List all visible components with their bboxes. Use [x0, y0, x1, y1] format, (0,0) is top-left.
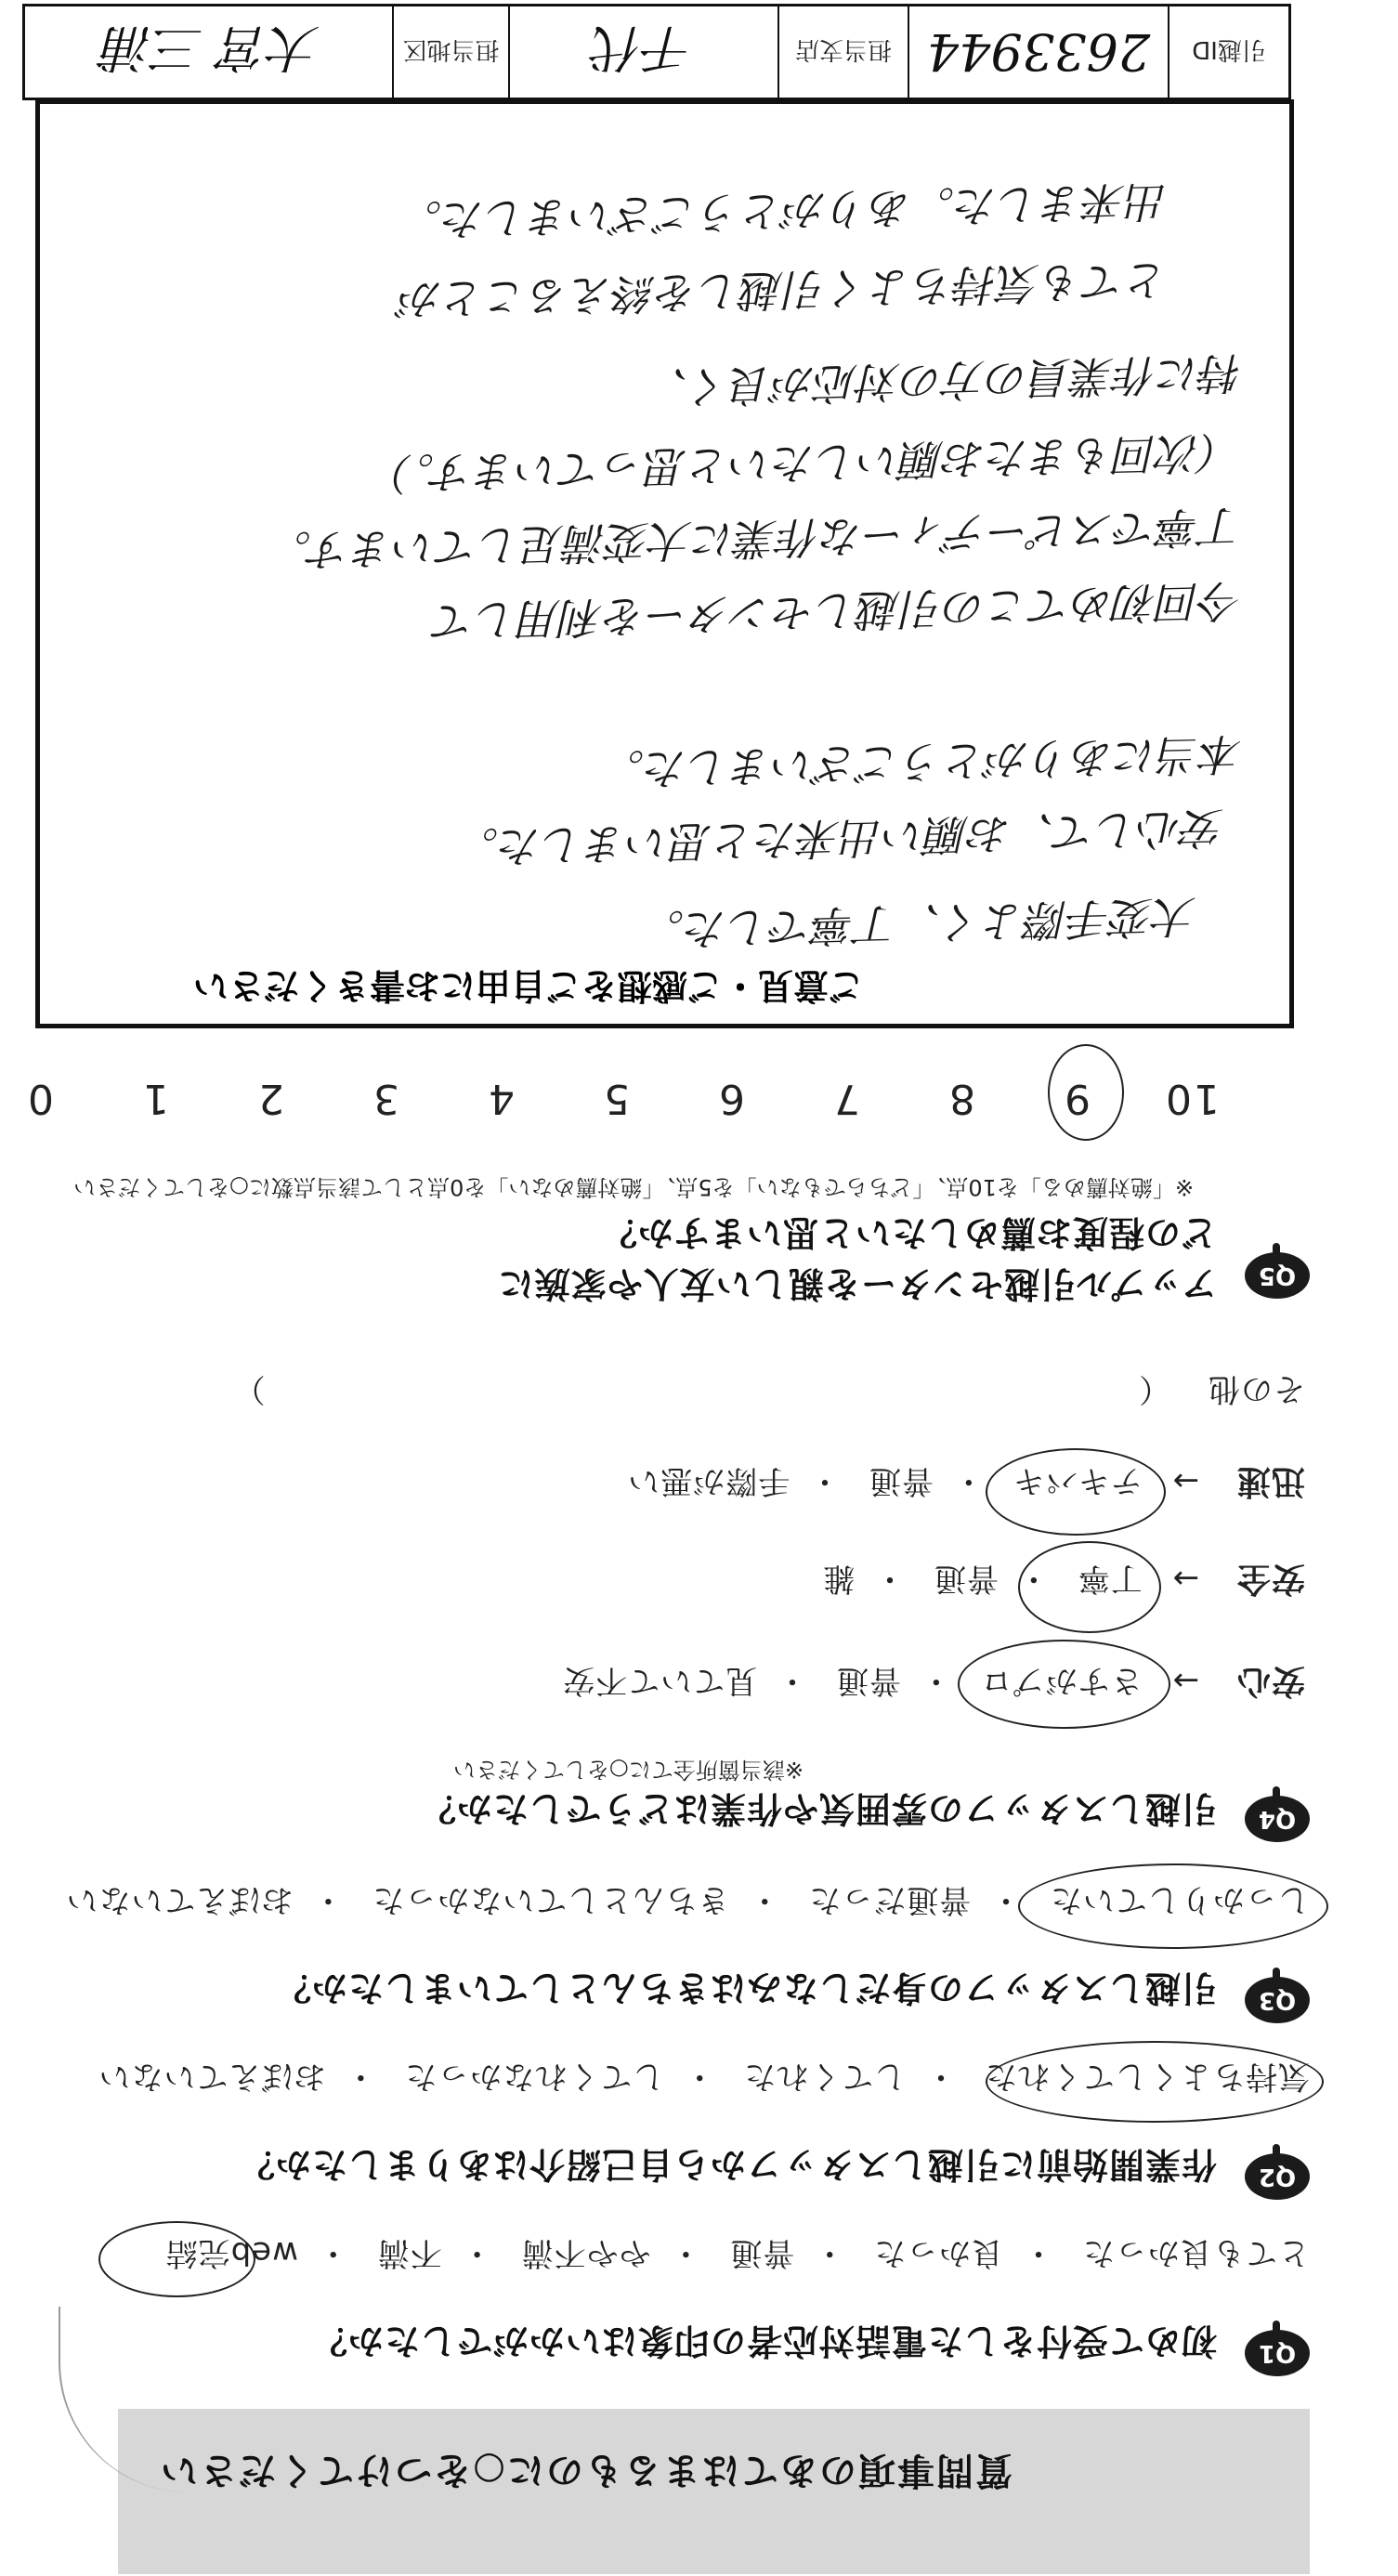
branch-label: 担当支店 — [795, 35, 893, 64]
q4-other-open: （ — [1138, 1370, 1171, 1407]
q4-other-close: ） — [232, 1370, 266, 1407]
q1-selection-circle — [98, 2221, 255, 2297]
q3-option[interactable]: 普通だった — [808, 1881, 972, 1918]
q4-option[interactable]: 見ていて不安 — [562, 1662, 758, 1699]
q5-selection-circle — [1048, 1044, 1124, 1141]
q1-option[interactable]: 良かった — [873, 2234, 1004, 2271]
q5-score[interactable]: 10 — [1164, 1075, 1220, 1122]
q4-option[interactable]: 普通 — [934, 1560, 1000, 1597]
q5-note: ※「絶対薦める」を10点、「どちらでもない」を5点、「絶対薦めない」を0点として該当点数に○をしてください — [73, 1174, 1194, 1200]
q5-question-line2: どの程度お薦めしたいと思いますか？ — [600, 1212, 1217, 1253]
q4-other-label: その他 — [1208, 1370, 1305, 1407]
arrow-icon: → — [1171, 1462, 1200, 1499]
q2-option[interactable]: してくれなかった — [404, 2058, 665, 2095]
comment-line: 大変手際よく、丁寧でした。 — [641, 891, 1197, 956]
q3-option-selected[interactable]: しっかりしていた — [1050, 1881, 1310, 1918]
q3-question: 引越しスタッフの身だしなみはきちんとしていましたか？ — [274, 1968, 1217, 2008]
q4-row-label: 迅速 — [1235, 1462, 1305, 1500]
id-value: 2633944 — [926, 22, 1151, 82]
q4-row-anzen: 安全 → 丁寧・ 普通・ 雑 — [822, 1560, 1305, 1598]
area-label-cell — [392, 7, 508, 98]
branch-label-cell — [777, 7, 908, 98]
q2-option[interactable]: してくれた — [743, 2058, 907, 2095]
branch-value: 千代 — [594, 19, 694, 78]
comment-line: 特に作業員の方の対応が良く、 — [645, 347, 1244, 413]
q5-score[interactable]: 8 — [947, 1075, 975, 1122]
q5-score[interactable]: 2 — [256, 1075, 284, 1122]
q3-badge: Q3 — [1245, 1977, 1310, 2023]
comment-line: とても気持ちよく引越しを終えることが — [398, 255, 1169, 325]
q3-option[interactable]: きちんとしていなかった — [372, 1881, 730, 1918]
q4-selection-circle — [986, 1448, 1166, 1536]
q4-row-jinsoku: 迅速 → テキパキ・ 普通・ 手際が悪い — [627, 1462, 1305, 1500]
q1-question: 初めて受付をした電話対応者の印象はいかがでしたか？ — [310, 2321, 1217, 2361]
q5-score[interactable]: 1 — [141, 1075, 169, 1122]
arrow-icon: → — [1171, 1560, 1200, 1597]
q3-option[interactable]: おぼえていない — [65, 1881, 294, 1918]
q4-row-label: 安心 — [1235, 1662, 1305, 1700]
q3-selection-circle — [1018, 1863, 1328, 1949]
area-label: 担当地区 — [402, 35, 500, 64]
comments-box[interactable] — [35, 99, 1294, 1028]
arrow-icon: → — [1171, 1662, 1200, 1699]
q1-option[interactable]: 不満 — [376, 2234, 442, 2271]
q4-option-selected[interactable]: 丁寧 — [1077, 1560, 1143, 1597]
q1-option[interactable]: やや不満 — [520, 2234, 651, 2271]
comment-line: 出来ました。ありがとうございました。 — [398, 176, 1169, 246]
q5-score[interactable]: 7 — [832, 1075, 860, 1122]
id-label-cell — [1168, 7, 1288, 98]
q4-row-anshin: 安心 → さすがプロ・ 普通・ 見ていて不安 — [562, 1662, 1305, 1700]
q4-option-selected[interactable]: テキパキ — [1012, 1462, 1143, 1499]
q4-selection-circle — [958, 1640, 1170, 1729]
q5-score[interactable]: 0 — [26, 1075, 54, 1122]
q2-question: 作業開始前に引越しスタッフから自己紹介はありましたか？ — [238, 2144, 1217, 2185]
q2-selection-circle — [986, 2041, 1324, 2123]
q5-score-selected[interactable]: 9 — [1063, 1075, 1091, 1122]
q5-score[interactable]: 6 — [717, 1075, 745, 1122]
comment-line: （次回もまたお願いしたいと思っています。） — [370, 426, 1244, 500]
q4-option[interactable]: 雑 — [822, 1560, 856, 1597]
comment-line: 本当にありがとうございました。 — [601, 728, 1244, 796]
q1-option-selected[interactable]: web完結 — [164, 2234, 298, 2271]
id-value-cell — [908, 7, 1168, 98]
q2-badge: Q2 — [1245, 2153, 1310, 2200]
q4-question: 引越しスタッフの雰囲気や作業はどうでしたか？ — [419, 1788, 1217, 1829]
q1-option[interactable]: とても良かった — [1082, 2234, 1310, 2271]
comment-line: 丁寧でスピーディーな作業に大変満足しています。 — [268, 501, 1244, 577]
q5-score[interactable]: 4 — [487, 1075, 515, 1122]
q1-badge: Q1 — [1245, 2330, 1310, 2376]
comment-line: 安心して、お願い出来たと思いました。 — [455, 803, 1225, 873]
q5-badge: Q5 — [1245, 1252, 1310, 1299]
branch-value-cell — [508, 7, 777, 98]
q4-option[interactable]: 手際が悪い — [627, 1462, 790, 1499]
q5-score[interactable]: 3 — [372, 1075, 399, 1122]
q4-option[interactable]: 普通 — [869, 1462, 934, 1499]
q4-badge: Q4 — [1245, 1796, 1310, 1842]
q2-option[interactable]: おぼえていない — [98, 2058, 326, 2095]
q4-option-selected[interactable]: さすがプロ — [979, 1662, 1143, 1699]
comment-line: 今回初めてこの引越しセンターを利用して — [432, 575, 1244, 647]
q2-options: 気持ちよくしてくれた・ してくれた・ してくれなかった・ おぼえていない — [98, 2058, 1310, 2095]
page-edge-curve — [59, 2307, 302, 2492]
footer-table — [22, 4, 1291, 100]
q4-note: ※該当箇所全てに○をしてください — [452, 1757, 804, 1783]
area-value: 大宮 三浦 — [102, 19, 320, 78]
q4-row-label: 安全 — [1235, 1560, 1305, 1598]
area-value-cell — [31, 7, 392, 98]
q1-options: とても良かった・ 良かった・ 普通・ やや不満・ 不満・ web完結 — [164, 2234, 1310, 2271]
q4-other — [226, 1369, 1305, 1415]
q5-question-line1: アップル引越センターを親しい友人や家族に — [497, 1263, 1217, 1304]
comments-title: ご意見・ご感想をご自由にお書きください — [193, 965, 865, 1006]
q5-score[interactable]: 5 — [602, 1075, 630, 1122]
q4-selection-circle — [1018, 1541, 1161, 1633]
q1-option[interactable]: 普通 — [729, 2234, 795, 2271]
q4-option[interactable]: 普通 — [836, 1662, 902, 1699]
instruction-text: 質問事項のあてはまるものに○をつけてください — [159, 2449, 1013, 2491]
id-label: 引越ID — [1192, 35, 1266, 64]
q3-options: しっかりしていた・ 普通だった・ きちんとしていなかった・ おぼえていない — [65, 1881, 1310, 1918]
q2-option-selected[interactable]: 気持ちよくしてくれた — [985, 2058, 1310, 2095]
